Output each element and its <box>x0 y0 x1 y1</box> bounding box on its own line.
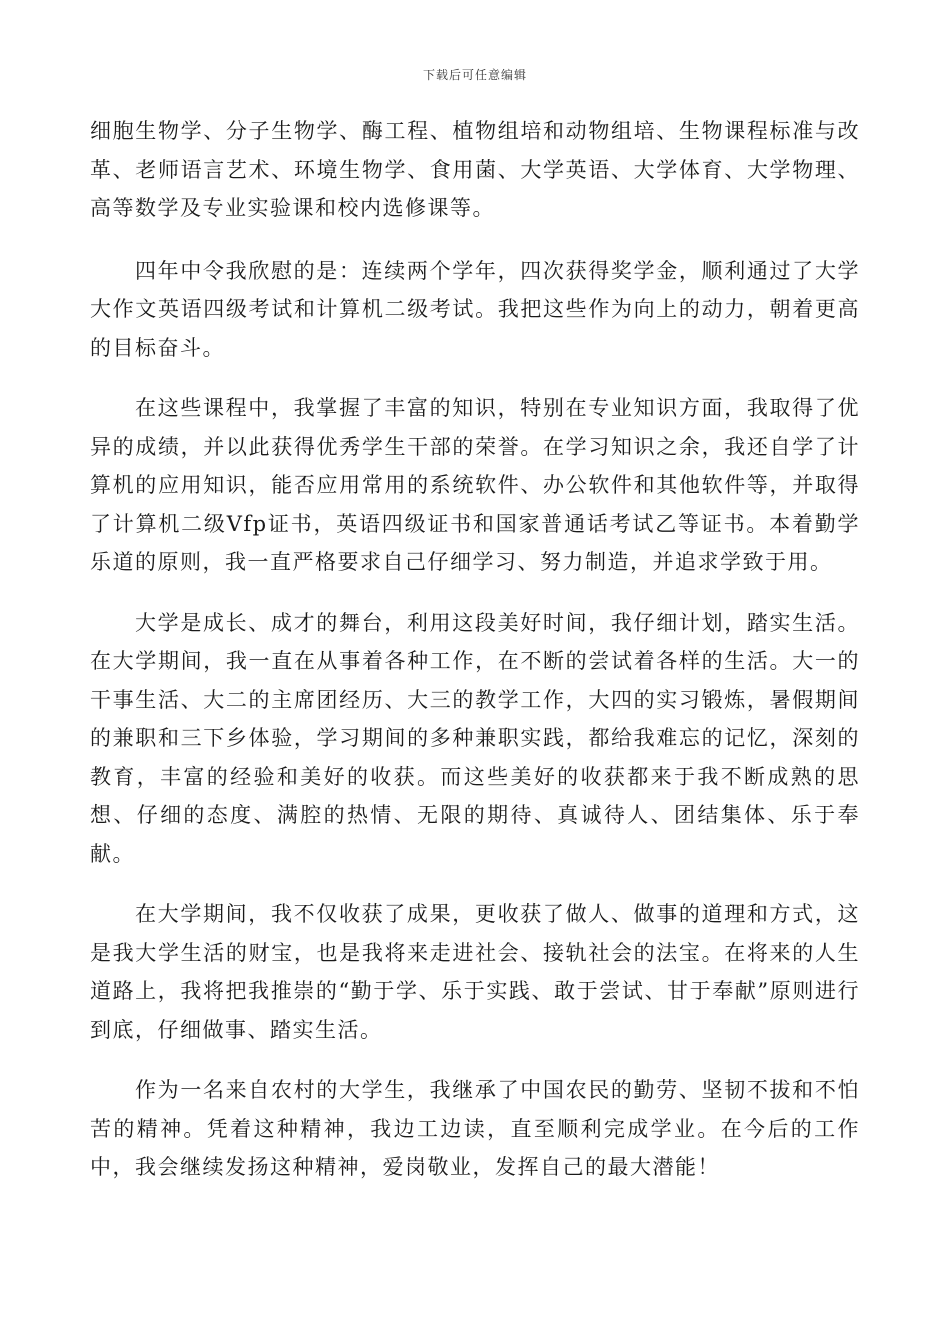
paragraph-college-life: 大学是成长、成才的舞台，利用这段美好时间，我仔细计划，踏实生活。在大学期间，我一直在从事着各种工作，在不断的尝试着各样的生活。大一的干事生活、大二的主席团经历、大三的教学工作，大四的实习锻炼，暑假期间的兼职和三下乡体验，学习期间的多种兼职实践，都给我难忘的记忆，深刻的教育，丰富的经验和美好的收获。而这些美好的收获都来于我不断成熟的思想、仔细的态度、满腔的热情、无限的期待、真诚待人、团结集体、乐于奉献。 <box>90 610 860 866</box>
page-header-note: 下载后可任意编辑 <box>422 68 527 82</box>
paragraph-courses: 细胞生物学、分子生物学、酶工程、植物组培和动物组培、生物课程标准与改革、老师语言艺术、环境生物学、食用菌、大学英语、大学体育、大学物理、高等数学及专业实验课和校内选修课等。 <box>90 119 860 220</box>
paragraph-gains: 在大学期间，我不仅收获了成果，更收获了做人、做事的道理和方式，这是我大学生活的财宝，也是我将来走进社会、接轨社会的法宝。在将来的人生道路上，我将把我推崇的“勤于学、乐于实践、敢于尝试、甘于奉献”原则进行到底，仔细做事、踏实生活。 <box>90 902 860 1042</box>
paragraph-spirit: 作为一名来自农村的大学生，我继承了中国农民的勤劳、坚韧不拔和不怕苦的精神。凭着这种精神，我边工边读，直至顺利完成学业。在今后的工作中，我会继续发扬这种精神，爱岗敬业，发挥自己的最大潜能！ <box>90 1078 860 1179</box>
document-body <box>90 112 860 1209</box>
paragraph-achievements: 四年中令我欣慰的是：连续两个学年，四次获得奖学金，顺利通过了大学大作文英语四级考试和计算机二级考试。我把这些作为向上的动力，朝着更高的目标奋斗。 <box>90 258 860 360</box>
paragraph-knowledge: 在这些课程中，我掌握了丰富的知识，特别在专业知识方面，我取得了优异的成绩，并以此获得优秀学生干部的荣誉。在学习知识之余，我还自学了计算机的应用知识，能否应用常用的系统软件、办公软件和其他软件等，并取得了计算机二级Vfp证书，英语四级证书和国家普通话考试乙等证书。本着勤学乐道的原则，我一直严格要求自己仔细学习、努力制造，并追求学致于用。 <box>90 396 860 574</box>
